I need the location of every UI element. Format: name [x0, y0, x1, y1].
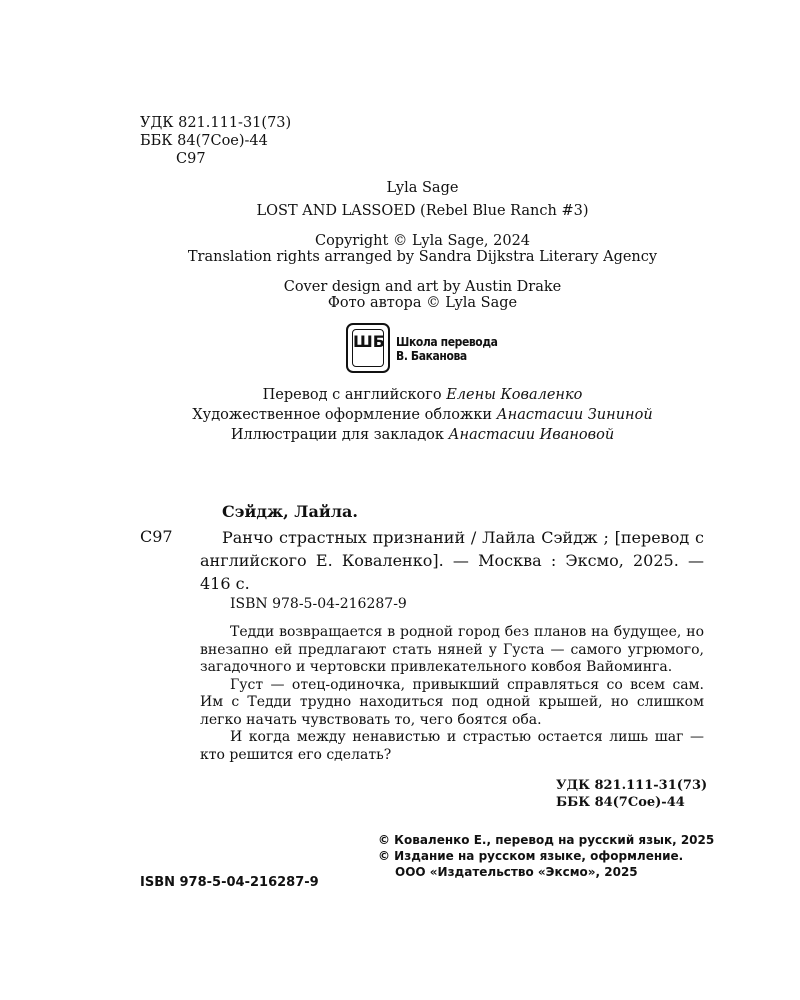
annotation-bbk: ББК 84(7Сое)-44 [556, 795, 685, 810]
credit-role: Художественное оформление обложки [192, 407, 493, 423]
credit-illustrations [0, 425, 800, 445]
cover-design-line: Cover design and art by Austin Drake [283, 279, 562, 295]
credit-translation [0, 385, 800, 405]
logo-mark-letters: ШБ [352, 329, 384, 367]
card-author-mark: С97 [140, 527, 173, 546]
card-isbn: ISBN 978-5-04-216287-9 [230, 596, 407, 612]
annotation [200, 624, 704, 764]
card-bibliographic-description: Ранчо страстных признаний / Лайла Сэйдж ; [перевод с английского Е. Коваленко]. — Москва : Эксмо, 2025. — 416 с. [200, 528, 704, 593]
copyright-translation: © Коваленко Е., перевод на русский язык, 2025 [378, 833, 715, 847]
annotation-paragraph: И когда между ненавистью и страстью остается лишь шаг — кто решится его сделать? [200, 729, 704, 763]
original-title: LOST AND LASSOED (Rebel Blue Ranch #3) [256, 203, 589, 219]
copyright-edition: © Издание на русском языке, оформление. ООО «Издательство «Эксмо», 2025 [378, 849, 684, 879]
credit-role: Иллюстрации для закладок [230, 427, 444, 443]
classification-codes [140, 114, 291, 168]
isbn-bottom: ISBN 978-5-04-216287-9 [140, 875, 319, 890]
credit-person: Елены Коваленко [446, 387, 583, 403]
annotation-udk: УДК 821.111-31(73) [556, 778, 708, 793]
logo-mark [346, 323, 390, 373]
annotation-paragraph: Густ — отец-одиночка, привыкший справляться со всем сам. Им с Тедди трудно находиться под одной крышей, но слишком легко начать чувствовать то, чего боятся оба. [200, 676, 704, 728]
translation-school-logo [346, 323, 506, 375]
card-author: Сэйдж, Лайла. [222, 502, 358, 521]
annotation-paragraph: Тедди возвращается в родной город без планов на будущее, но внезапно ей предлагают стать няней у Густа — самого угрюмого, загадочного и чертовски привлекательного ковбоя Вайоминга. [200, 624, 704, 675]
logo-caption-line2: В. Баканова [396, 349, 467, 363]
credit-cover-art [0, 405, 800, 425]
logo-caption [396, 335, 498, 363]
credit-person: Анастасии Ивановой [448, 427, 615, 443]
author-mark: С97 [176, 151, 206, 167]
original-author: Lyla Sage [386, 180, 459, 196]
copyright-block [378, 832, 718, 880]
credit-person: Анастасии Зининой [496, 407, 653, 423]
credits-block [0, 385, 800, 445]
translation-rights-line: Translation rights arranged by Sandra Dijkstra Literary Agency [187, 249, 658, 265]
credit-role: Перевод с английского [262, 387, 442, 403]
bbk-code: ББК 84(7Сое)-44 [140, 133, 268, 149]
author-photo-line: Фото автора © Lyla Sage [327, 295, 518, 311]
annotation-codes [556, 777, 707, 811]
logo-caption-line1: Школа перевода [396, 335, 498, 349]
udk-code: УДК 821.111-31(73) [140, 115, 292, 131]
copyright-line: Copyright © Lyla Sage, 2024 [314, 233, 531, 249]
